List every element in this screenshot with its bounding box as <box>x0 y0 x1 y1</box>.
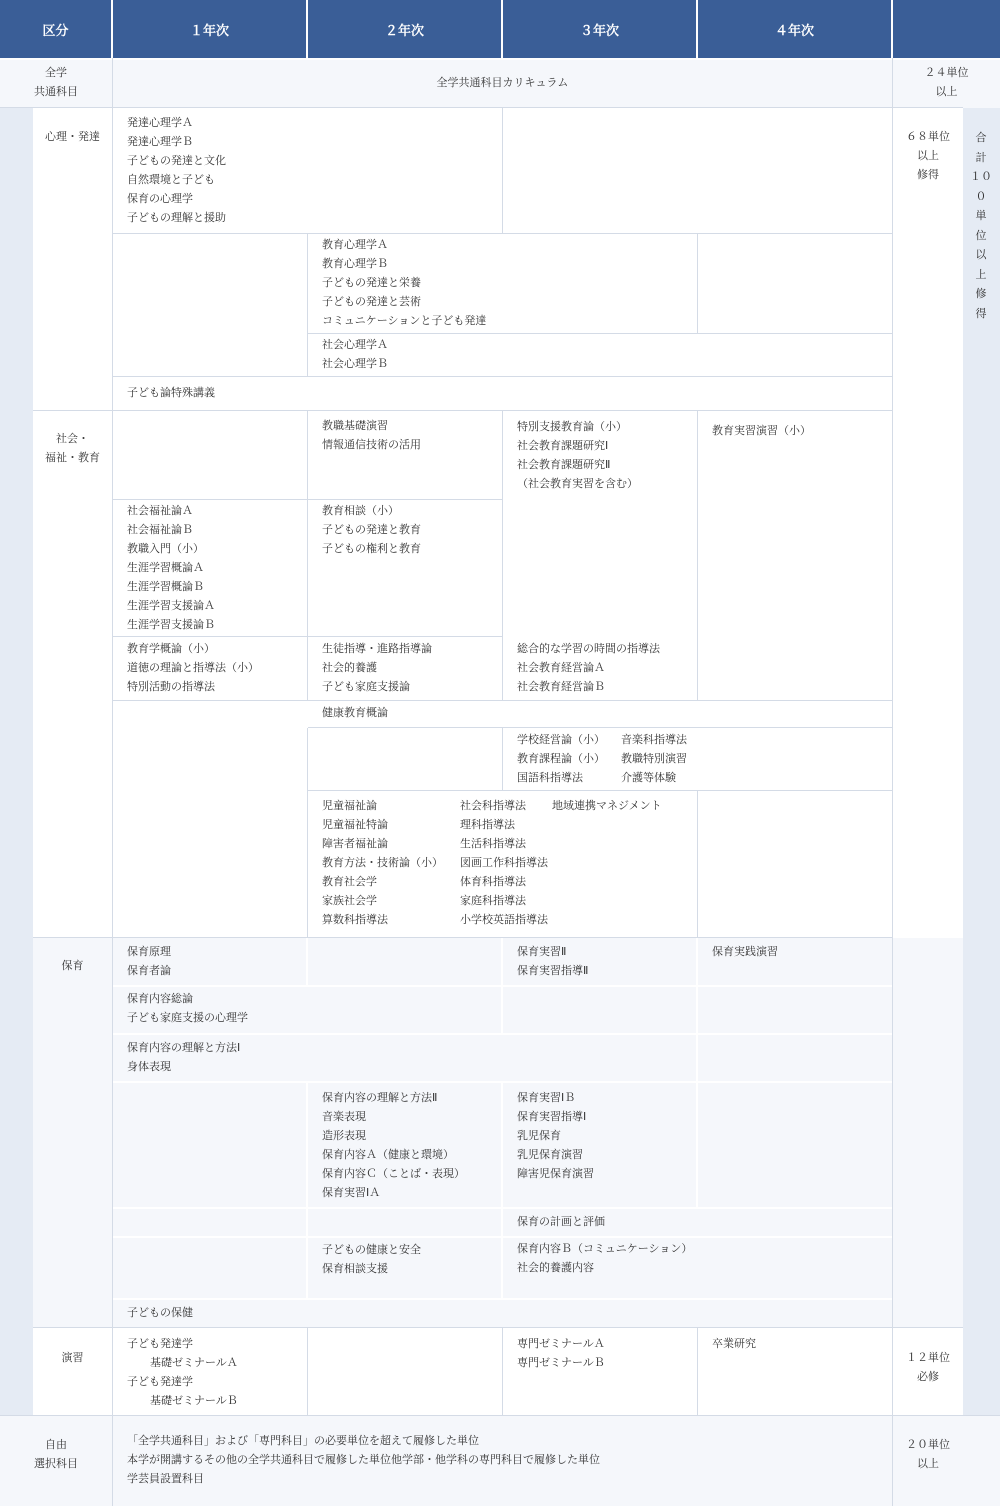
social-r5-b <box>621 730 687 787</box>
list-item: 自然環境と子ども <box>127 173 215 186</box>
list-item: 社会心理学Ａ <box>322 338 388 351</box>
list-item: 本学が開講するその他の全学共通科目で履修した単位他学部・他学科の専門科目で履修した単位 <box>127 1453 600 1466</box>
list-item: 専門ゼミナールＢ <box>517 1356 605 1369</box>
childcare-planning-evaluation: 保育の計画と評価 <box>517 1215 605 1228</box>
list-item: 社会的養護内容 <box>517 1261 594 1274</box>
list-item: 教育方法・技術論（小） <box>322 856 443 869</box>
social-r6-a <box>322 796 443 929</box>
specialized-units: ６８単位 以上 修得 <box>906 130 950 181</box>
list-item: 子ども発達学 <box>127 1337 193 1350</box>
list-item: 乳児保育 <box>517 1129 561 1142</box>
list-item: 子ども発達学 <box>127 1375 193 1388</box>
seminar-y1 <box>127 1334 238 1410</box>
header-category: 区分 <box>0 0 111 58</box>
list-item: 造形表現 <box>322 1129 366 1142</box>
list-item: 社会的養護 <box>322 661 377 674</box>
list-item: 「全学共通科目」および「専門科目」の必要単位を超えて履修した単位 <box>127 1434 479 1447</box>
social-r2-y1 <box>127 501 215 634</box>
specialized-side-band <box>0 108 33 1416</box>
list-item: 子どもの健康と安全 <box>322 1243 421 1256</box>
psychology-social-list <box>322 335 388 373</box>
list-item: 音楽表現 <box>322 1110 366 1123</box>
list-item: 生涯学習概論Ａ <box>127 561 204 574</box>
psychology-category: 心理・発達 <box>45 130 100 143</box>
list-item: 介護等体験 <box>621 771 676 784</box>
list-item: 教育課程論（小） <box>517 752 605 765</box>
social-r3-y3 <box>517 639 660 696</box>
list-item: 家庭科指導法 <box>460 894 526 907</box>
social-r2-y2 <box>322 501 421 558</box>
list-item: 発達心理学Ａ <box>127 116 193 129</box>
seminar-category: 演習 <box>61 1351 84 1364</box>
list-item: 乳児保育演習 <box>517 1148 583 1161</box>
list-item: 保育内容Ｂ（コミュニケーション） <box>517 1242 693 1255</box>
list-item: 保育内容の理解と方法Ⅰ <box>127 1041 241 1054</box>
elective-units: ２０単位 以上 <box>906 1438 950 1470</box>
list-item: 生涯学習支援論Ｂ <box>127 618 215 631</box>
list-item: 基礎ゼミナールＢ <box>150 1394 238 1407</box>
list-item: 専門ゼミナールＡ <box>517 1337 605 1350</box>
list-item: 生涯学習支援論Ａ <box>127 599 215 612</box>
childcare-r4-y2 <box>322 1088 465 1202</box>
social-r3-y2 <box>322 639 432 696</box>
list-item: 子どもの理解と援助 <box>127 211 226 224</box>
common-curriculum: 全学共通科目カリキュラム <box>436 76 569 89</box>
seminar-units: １２単位 必修 <box>906 1351 950 1383</box>
psychology-y2-list <box>322 235 486 330</box>
list-item: 保育者論 <box>127 964 171 977</box>
childcare-r1-y1 <box>127 942 171 980</box>
list-item: 保育の心理学 <box>127 192 193 205</box>
list-item: 社会教育経営論Ａ <box>517 661 605 674</box>
social-health-education: 健康教育概論 <box>322 706 388 719</box>
list-item: 教育心理学Ｂ <box>322 257 388 270</box>
list-item: 理科指導法 <box>460 818 515 831</box>
childcare-practice-seminar: 保育実践演習 <box>712 945 778 958</box>
social-r5-a <box>517 730 605 787</box>
list-item: 児童福祉特論 <box>322 818 388 831</box>
list-item: 道徳の理論と指導法（小） <box>127 661 259 674</box>
elective-category: 自由 選択科目 <box>34 1438 78 1470</box>
list-item: 情報通信技術の活用 <box>322 438 421 451</box>
list-item: 子ども家庭支援の心理学 <box>127 1011 248 1024</box>
list-item: 発達心理学Ｂ <box>127 135 193 148</box>
list-item: 保育内容Ｃ（ことば・表現） <box>322 1167 465 1180</box>
list-item: 生涯学習概論Ｂ <box>127 580 204 593</box>
list-item: 保育実習ⅠＡ <box>322 1186 381 1199</box>
elective-content <box>127 1431 600 1488</box>
social-r1-y3 <box>517 417 638 493</box>
list-item: 基礎ゼミナールＡ <box>150 1356 238 1369</box>
childcare-r4-y3 <box>517 1088 594 1183</box>
childcare-r3-y1 <box>127 1038 240 1076</box>
list-item: 社会福祉論Ｂ <box>127 523 193 536</box>
list-item: 総合的な学習の時間の指導法 <box>517 642 660 655</box>
header-year3: ３年次 <box>503 0 696 58</box>
social-r1-y4: 教育実習演習（小） <box>712 424 811 437</box>
total-units-vertical: 合 計 １００ 単 位 以 上 修 得 <box>970 131 992 320</box>
list-item: 保育内容総論 <box>127 992 193 1005</box>
list-item: 保育内容の理解と方法Ⅱ <box>322 1091 438 1104</box>
list-item: 保育相談支援 <box>322 1262 388 1275</box>
list-item: 社会福祉論Ａ <box>127 504 193 517</box>
list-item: 障害者福祉論 <box>322 837 388 850</box>
childcare-r2-y1 <box>127 989 248 1027</box>
list-item: 社会教育課題研究Ⅱ <box>517 458 611 471</box>
list-item: 音楽科指導法 <box>621 733 687 746</box>
list-item: 教育社会学 <box>322 875 377 888</box>
list-item: 特別活動の指導法 <box>127 680 215 693</box>
list-item: 教育相談（小） <box>322 504 399 517</box>
common-category: 全学 共通科目 <box>34 66 78 98</box>
list-item: 保育実習指導Ⅰ <box>517 1110 587 1123</box>
list-item: 学校経営論（小） <box>517 733 605 746</box>
social-r6-b <box>460 796 548 929</box>
childcare-r6-y2 <box>322 1240 421 1278</box>
childcare-category: 保育 <box>61 959 84 972</box>
list-item: コミュニケーションと子ども発達 <box>322 314 487 327</box>
list-item: 算数科指導法 <box>322 913 388 926</box>
list-item: 小学校英語指導法 <box>460 913 548 926</box>
social-category: 社会・ 福祉・教育 <box>45 432 100 464</box>
list-item: 身体表現 <box>127 1060 171 1073</box>
seminar-y3 <box>517 1334 605 1372</box>
list-item: 子どもの権利と教育 <box>322 542 421 555</box>
list-item: 社会科指導法 <box>460 799 526 812</box>
list-item: 教育心理学Ａ <box>322 238 388 251</box>
list-item: 特別支援教育論（小） <box>517 420 627 433</box>
childcare-health: 子どもの保健 <box>127 1306 193 1319</box>
list-item: 教職基礎演習 <box>322 419 388 432</box>
common-units: ２４単位 以上 <box>924 66 969 98</box>
social-r1-y2 <box>322 416 421 454</box>
list-item: 教職特別演習 <box>621 752 687 765</box>
list-item: 生徒指導・進路指導論 <box>322 642 432 655</box>
list-item: 保育実習ⅠＢ <box>517 1091 576 1104</box>
psychology-y1-list <box>127 113 226 227</box>
list-item: 子どもの発達と文化 <box>127 154 226 167</box>
list-item: 家族社会学 <box>322 894 377 907</box>
list-item: 国語科指導法 <box>517 771 583 784</box>
list-item: 図画工作科指導法 <box>460 856 548 869</box>
list-item: 生活科指導法 <box>460 837 526 850</box>
childcare-r1-y3 <box>517 942 588 980</box>
list-item: 子ども家庭支援論 <box>322 680 410 693</box>
psychology-special-lecture: 子ども論特殊講義 <box>127 386 215 399</box>
list-item: 社会教育課題研究Ⅰ <box>517 439 609 452</box>
header-year1: １年次 <box>113 0 306 58</box>
list-item: 子どもの発達と教育 <box>322 523 421 536</box>
list-item: （社会教育実習を含む） <box>517 477 638 490</box>
list-item: 教育学概論（小） <box>127 642 215 655</box>
list-item: 社会教育経営論Ｂ <box>517 680 605 693</box>
seminar-graduation-research: 卒業研究 <box>712 1337 756 1350</box>
list-item: 子どもの発達と芸術 <box>322 295 421 308</box>
list-item: 保育原理 <box>127 945 171 958</box>
list-item: 保育実習Ⅱ <box>517 945 567 958</box>
list-item: 社会心理学Ｂ <box>322 357 388 370</box>
list-item: 保育実習指導Ⅱ <box>517 964 589 977</box>
header-year4: ４年次 <box>698 0 891 58</box>
header-units <box>893 0 1000 58</box>
list-item: 教職入門（小） <box>127 542 204 555</box>
social-r3-y1 <box>127 639 259 696</box>
list-item: 体育科指導法 <box>460 875 526 888</box>
header-year2: ２年次 <box>308 0 501 58</box>
childcare-r6-y3 <box>517 1239 692 1277</box>
list-item: 保育内容Ａ（健康と環境） <box>322 1148 454 1161</box>
social-regional-management: 地域連携マネジメント <box>552 799 662 812</box>
list-item: 子どもの発達と栄養 <box>322 276 421 289</box>
list-item: 障害児保育演習 <box>517 1167 594 1180</box>
list-item: 学芸員設置科目 <box>127 1472 204 1485</box>
list-item: 児童福祉論 <box>322 799 377 812</box>
